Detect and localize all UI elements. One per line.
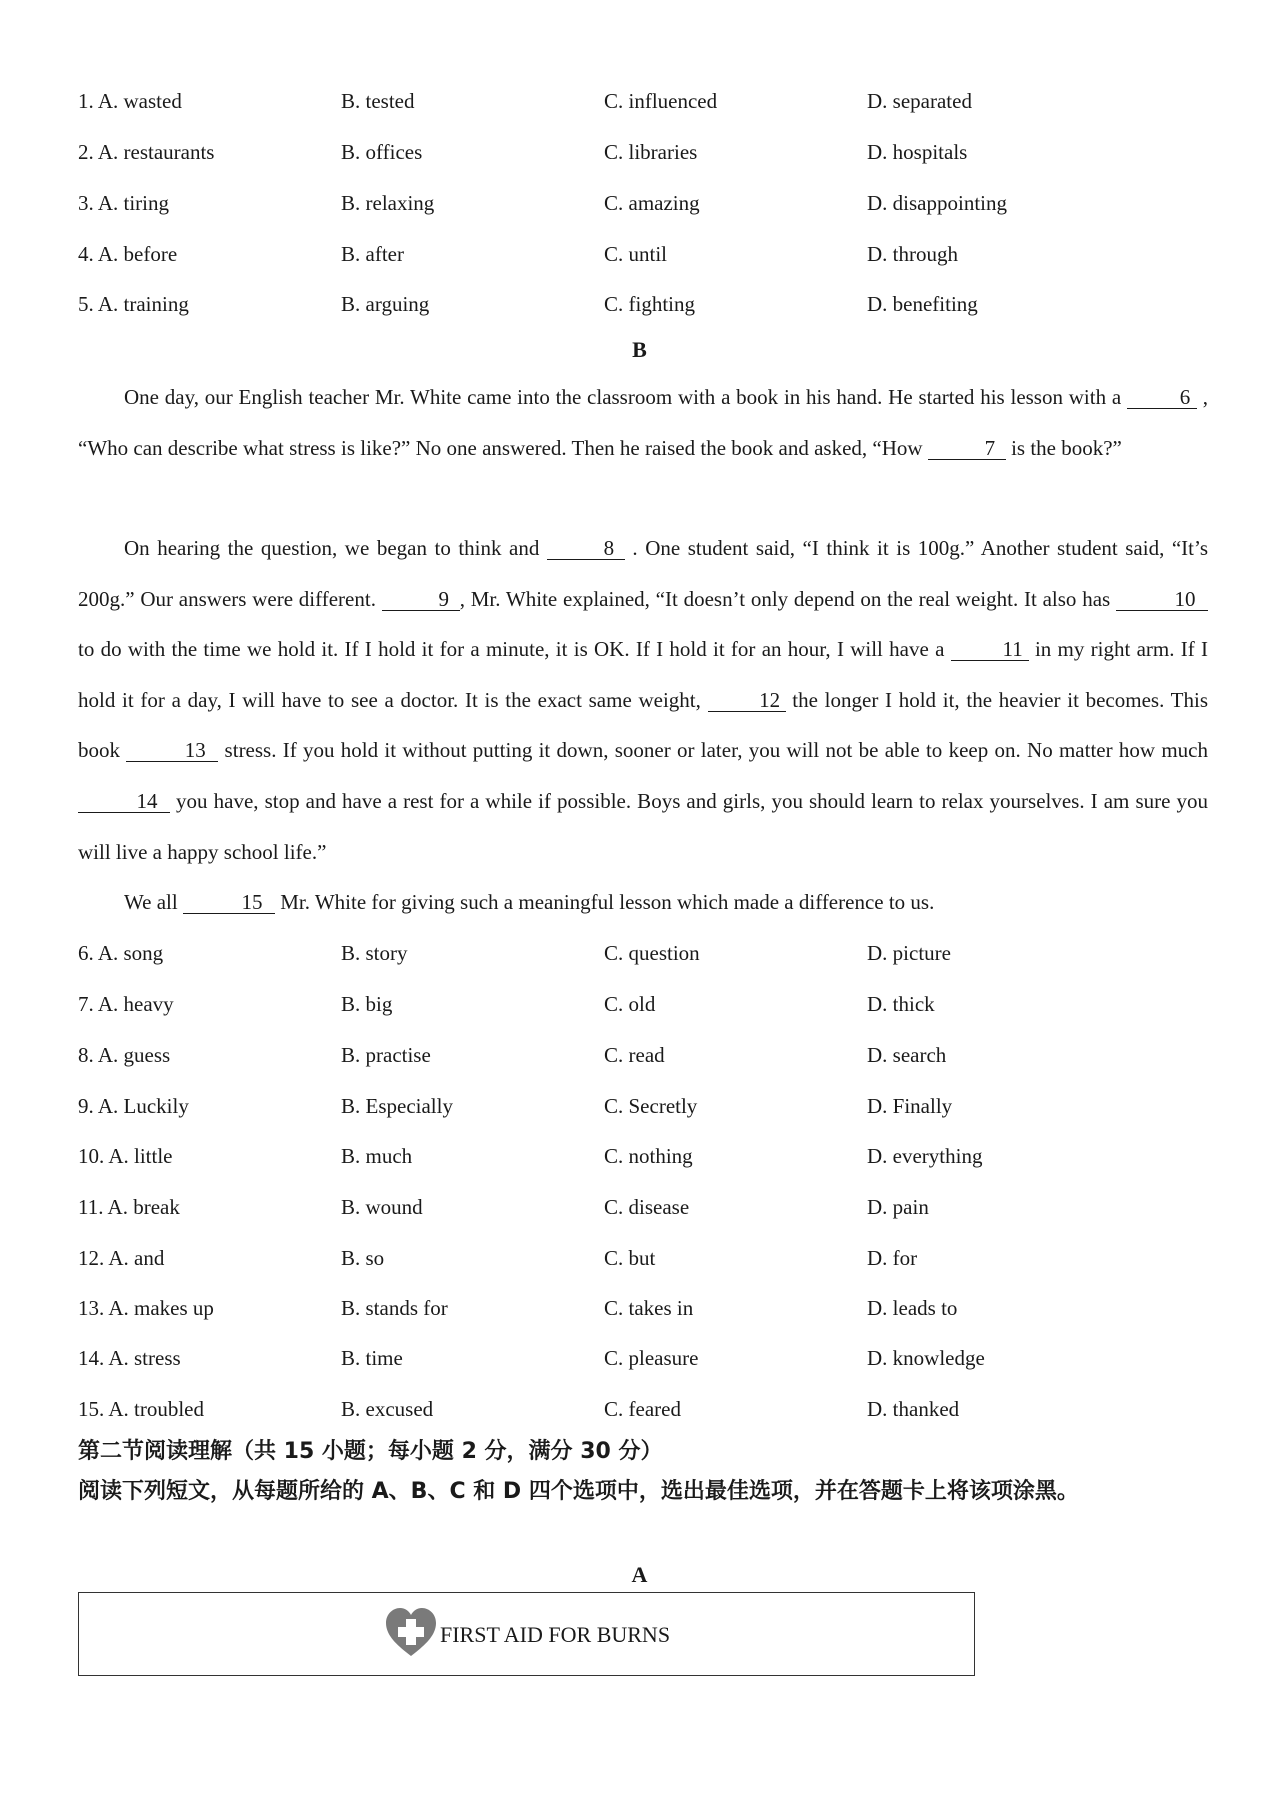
blank-12: 12 <box>708 689 786 712</box>
option-d: D. thick <box>867 992 935 1016</box>
blank-8: 8 <box>547 537 625 560</box>
option-c: C. takes in <box>604 1296 694 1320</box>
passage-b-paragraph-3: We all 15 Mr. White for giving such a meaningful lesson which made a difference to us. <box>124 890 935 914</box>
option-row-7 <box>78 989 1228 1019</box>
heart-cross-icon <box>384 1606 438 1664</box>
option-row-13 <box>78 1293 1228 1323</box>
option-b: B. arguing <box>341 292 430 316</box>
option-row-6 <box>78 938 1228 968</box>
option-c: C. feared <box>604 1397 681 1421</box>
option-c: C. libraries <box>604 140 698 164</box>
option-d: D. picture <box>867 941 951 965</box>
option-a: 1. A. wasted <box>78 89 182 113</box>
option-a: 13. A. makes up <box>78 1296 214 1320</box>
option-c: C. pleasure <box>604 1346 699 1370</box>
option-b: B. time <box>341 1346 403 1370</box>
option-row-3 <box>78 188 1228 218</box>
option-c: C. nothing <box>604 1144 693 1168</box>
option-row-1 <box>78 86 1228 116</box>
option-b: B. relaxing <box>341 191 435 215</box>
passage-b-paragraph-1: One day, our English teacher Mr. White came into the classroom with a book in his hand. He started his lesson with a 6 , “Who can describe what stress is like?” No one answered. Then he raised the book and asked, “How 7 is the book?” <box>78 385 1208 460</box>
option-c: C. influenced <box>604 89 718 113</box>
option-a: 8. A. guess <box>78 1043 171 1067</box>
option-a: 7. A. heavy <box>78 992 174 1016</box>
option-d: D. knowledge <box>867 1346 985 1370</box>
passage-a-heading: A <box>631 1562 648 1587</box>
first-aid-header <box>384 1609 670 1661</box>
option-row-5 <box>78 289 1228 319</box>
option-d: D. benefiting <box>867 292 978 316</box>
option-c: C. question <box>604 941 700 965</box>
blank-7: 7 <box>928 437 1006 460</box>
option-c: C. disease <box>604 1195 690 1219</box>
option-b: B. stands for <box>341 1296 448 1320</box>
option-b: B. tested <box>341 89 415 113</box>
blank-10: 10 <box>1116 588 1208 611</box>
option-a: 6. A. song <box>78 941 164 965</box>
option-d: D. hospitals <box>867 140 968 164</box>
option-b: B. practise <box>341 1043 431 1067</box>
option-b: B. much <box>341 1144 413 1168</box>
option-d: D. search <box>867 1043 947 1067</box>
option-a: 2. A. restaurants <box>78 140 215 164</box>
option-row-4 <box>78 239 1228 269</box>
option-d: D. through <box>867 242 958 266</box>
option-c: C. until <box>604 242 668 266</box>
first-aid-box <box>78 1592 975 1676</box>
blank-13: 13 <box>126 739 218 762</box>
option-a: 5. A. training <box>78 292 189 316</box>
option-d: D. disappointing <box>867 191 1007 215</box>
option-c: C. old <box>604 992 656 1016</box>
option-a: 9. A. Luckily <box>78 1094 189 1118</box>
option-row-9 <box>78 1091 1228 1121</box>
option-row-2 <box>78 137 1228 167</box>
option-b: B. after <box>341 242 404 266</box>
passage-b-heading: B <box>632 337 647 362</box>
option-d: D. pain <box>867 1195 929 1219</box>
option-c: C. read <box>604 1043 665 1067</box>
passage-b-paragraph-2: On hearing the question, we began to think and 8 . One student said, “I think it is 100g.” Another student said, “It’s 200g.” Our answers were different. 9 , Mr. White explained, “It doesn’t only depend on the real weight. It also has 10 to do with the time we hold it. If I hold it for a minute, it is OK. If I hold it for an hour, I will have a 11 in my right arm. If I hold it for a day, I will have to see a doctor. It is the exact same weight, 12 the longer I hold it, the heavier it becomes. This book 13 stress. If you hold it without putting it down, sooner or later, you will not be able to keep on. No matter how much 14 you have, stop and have a rest for a while if possible. Boys and girls, you should learn to relax yourselves. I am sure you will live a happy school life.” <box>78 536 1209 864</box>
section-instruction: 阅读下列短文，从每题所给的 A、B、C 和 D 四个选项中，选出最佳选项，并在答题卡上将该项涂黑。 <box>78 1479 1079 1504</box>
option-a: 12. A. and <box>78 1246 165 1270</box>
option-c: C. fighting <box>604 292 696 316</box>
option-d: D. everything <box>867 1144 983 1168</box>
section-title: 第二节阅读理解（共 15 小题；每小题 2 分，满分 30 分） <box>78 1439 663 1464</box>
first-aid-title: FIRST AID FOR BURNS <box>440 1622 671 1647</box>
option-row-8 <box>78 1040 1228 1070</box>
option-a: 4. A. before <box>78 242 178 266</box>
option-d: D. Finally <box>867 1094 953 1118</box>
blank-15: 15 <box>183 891 275 914</box>
option-a: 14. A. stress <box>78 1346 181 1370</box>
option-d: D. leads to <box>867 1296 958 1320</box>
option-c: C. amazing <box>604 191 700 215</box>
option-d: D. for <box>867 1246 918 1270</box>
option-b: B. so <box>341 1246 385 1270</box>
option-a: 10. A. little <box>78 1144 173 1168</box>
option-a: 3. A. tiring <box>78 191 170 215</box>
blank-11: 11 <box>951 638 1029 661</box>
option-b: B. wound <box>341 1195 423 1219</box>
option-a: 11. A. break <box>78 1195 180 1219</box>
blank-9: 9 <box>382 588 460 611</box>
option-b: B. story <box>341 941 408 965</box>
option-b: B. excused <box>341 1397 434 1421</box>
option-b: B. offices <box>341 140 423 164</box>
option-row-10 <box>78 1141 1228 1171</box>
option-d: D. thanked <box>867 1397 960 1421</box>
option-b: B. Especially <box>341 1094 453 1118</box>
option-d: D. separated <box>867 89 972 113</box>
blank-6: 6 <box>1127 386 1197 409</box>
option-c: C. but <box>604 1246 656 1270</box>
option-c: C. Secretly <box>604 1094 698 1118</box>
blank-14: 14 <box>78 790 170 813</box>
option-b: B. big <box>341 992 393 1016</box>
option-row-12 <box>78 1243 1228 1273</box>
option-row-15 <box>78 1394 1228 1424</box>
option-row-11 <box>78 1192 1228 1222</box>
option-a: 15. A. troubled <box>78 1397 204 1421</box>
option-row-14 <box>78 1343 1228 1373</box>
